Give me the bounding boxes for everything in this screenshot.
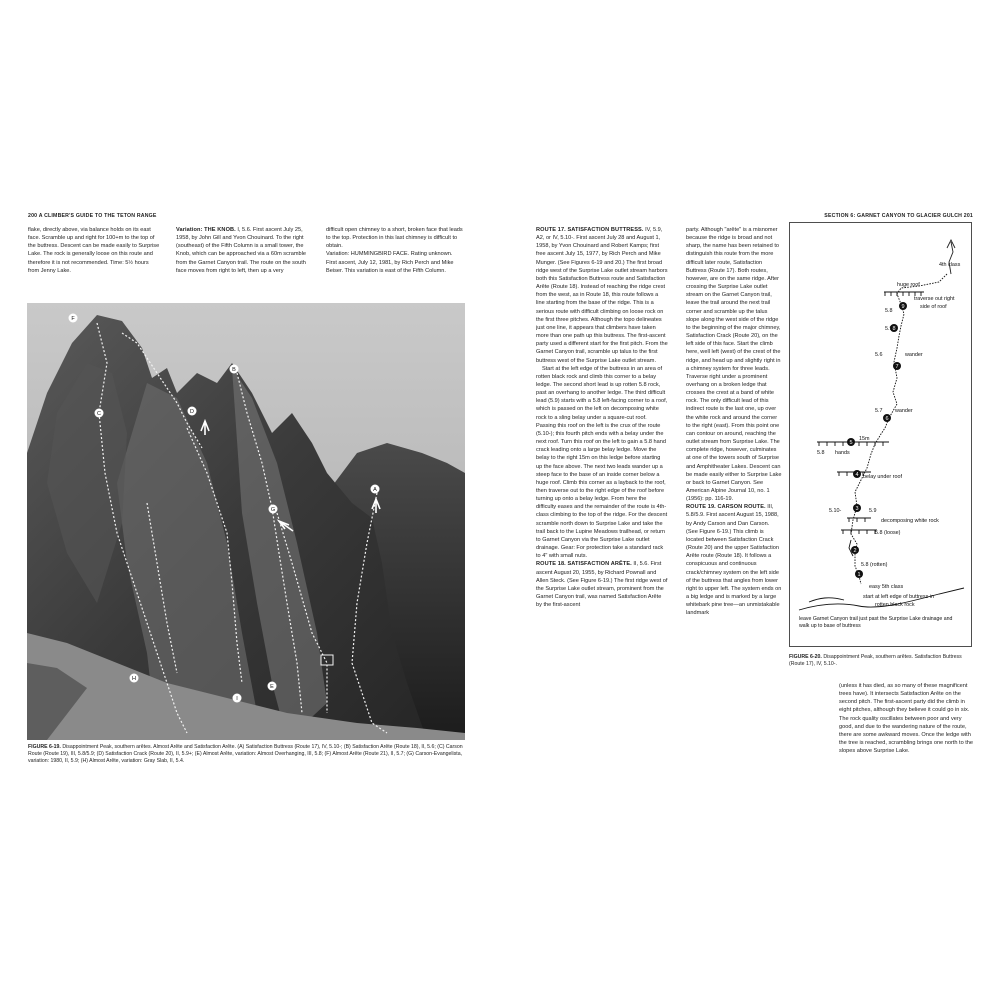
topo-drawing bbox=[789, 222, 972, 647]
peak-photo-drawing bbox=[27, 303, 465, 740]
svg-text:4: 4 bbox=[855, 472, 859, 478]
svg-text:wander: wander bbox=[905, 352, 923, 358]
svg-text:belay under roof: belay under roof bbox=[863, 474, 902, 480]
marker-e bbox=[268, 682, 277, 691]
topo-trail-note: leave Garnet Canyon trail just past the Surprise Lake drainage and walk up to base of buttress bbox=[799, 616, 953, 629]
svg-text:E: E bbox=[270, 684, 274, 690]
svg-text:5.8 (rotten): 5.8 (rotten) bbox=[861, 562, 888, 568]
svg-text:D: D bbox=[190, 409, 194, 415]
right-text-column-1 bbox=[536, 226, 668, 808]
marker-f bbox=[69, 314, 78, 323]
figure-6-19-label: FIGURE 6-19. bbox=[28, 744, 61, 750]
right-text-column-2 bbox=[686, 226, 782, 808]
svg-text:side of roof: side of roof bbox=[920, 304, 947, 310]
svg-text:start at left edge of buttress: start at left edge of buttress in bbox=[863, 594, 935, 600]
svg-text:4th class: 4th class bbox=[939, 262, 961, 268]
svg-text:huge roof: huge roof bbox=[897, 282, 920, 288]
route-18-text-cont: party. Although "arête" is a misnomer because the ridge is broad and not sharp, the name has been retained to distinguish this route from the more difficult later route, Satisfaction Buttress (Route 17). Both routes, however, are on the same ridge. After crossing the Surprise Lake outlet stream on the Garnet Canyon trail, leave the trail around the next trail corner and scramble up the talus slope along the west side of the ridge to the beginning of the major chimney, Satisfaction Crack (Route 20), on the left side of this face. Start the climb here, well left (west) of the crest of the ridge, and head up and slightly right in a chimney system for three leads. Traverse right under a prominent overhang on a broken ledge that crosses the crest at a band of white rock. The only difficult lead of this indirect route is the last one, up over the white rock and around the corner to the right (east). From this point one can contour on around, reaching the outlet stream from Surprise Lake. The complete ridge, however, culminates at one of the towers south of Surprise and Amphitheater Lakes. Descent can be made easily either to Surprise Lake or back to Garnet Canyon. See American Alpine Journal 10, no. 1 (1956): pp. 116-19. bbox=[686, 227, 782, 503]
left-text-column-3 bbox=[326, 226, 464, 296]
svg-text:15m: 15m bbox=[859, 436, 870, 442]
svg-text:3: 3 bbox=[855, 506, 859, 512]
svg-text:traverse out right: traverse out right bbox=[914, 296, 955, 302]
pitch-5 bbox=[847, 438, 855, 446]
svg-text:5.6: 5.6 bbox=[875, 352, 883, 358]
svg-text:5.8: 5.8 bbox=[817, 450, 825, 456]
left-running-head: 200 A CLIMBER'S GUIDE TO THE TETON RANGE bbox=[28, 213, 157, 219]
pitch-7 bbox=[893, 362, 901, 370]
svg-text:A: A bbox=[373, 487, 377, 493]
svg-text:F: F bbox=[71, 316, 75, 322]
disappointment-peak-photo bbox=[27, 303, 465, 740]
left-text-column-1 bbox=[28, 226, 161, 296]
svg-text:2: 2 bbox=[853, 548, 857, 554]
left-col2-text: Variation: THE KNOB. I, 5.6. First ascent July 25, 1958, by John Gill and Yvon Chouinard. To the right (southeast) of the Fifth Column is a small tower, the Knob, which can be approached via a 60m scramble from the Garnet Canyon trail. The route on the south face moves from right to left, then up a very bbox=[176, 227, 306, 274]
marker-i bbox=[233, 694, 242, 703]
figure-6-19-text: Disappointment Peak, southern arêtes. Almost Arête and Satisfaction Arête. (A) Satisfaction Buttress (Route 17), IV, 5.10-; (B) Satisfaction Arête (Route 18), II, 5.6; (C) Carson Route (Route 19), III, 5.8/5.9; (D) Satisfaction Crack (Route 20), II, 5.9+; (E) Almost Arête, variation: Almost Overhanging, III, 5.8; (F) Almost Arête (Route 21), II, 5.7; (G) Carson-Evangelista, variation: 1980, II, 5.9; (H) Almost Arête, variation: Gray Slab, II, 5.4. bbox=[28, 744, 463, 764]
route-19-text-cont: (unless it has died, as so many of these magnificent trees have). It intersects Satisfaction Arête on the second pitch. The first-ascent party did the climb in eight pitches, although they believe it could go in six. The rock quality oscillates between poor and very good, and due to the wandering nature of the route, there are some awkward moves. Once the ledge with the tree is reached, scrambling brings one north to the slopes above Surprise Lake. bbox=[839, 683, 973, 755]
pitch-1 bbox=[855, 570, 863, 578]
svg-text:wander: wander bbox=[895, 408, 913, 414]
svg-text:easy 5th class: easy 5th class bbox=[869, 584, 904, 590]
svg-text:6: 6 bbox=[885, 416, 889, 422]
svg-text:8: 8 bbox=[892, 326, 896, 332]
right-text-column-3 bbox=[839, 682, 973, 808]
figure-6-20-caption bbox=[789, 654, 973, 668]
route-19-text: ROUTE 19. CARSON ROUTE. III, 5.8/5.9. First ascent August 15, 1988, by Andy Carson and Dan Carson. (See Figure 6-19.) This climb is located between Satisfaction Crack (Route 20) and the upper Satisfaction Arête route (Route 18). It follows a conspicuous and continuous crack/chimney system on the left side of the buttress that angles from lower right to upper left. The system ends on a big ledge and is marked by a large whitebark pine tree—an unmistakable landmark bbox=[686, 504, 782, 617]
svg-text:hands: hands bbox=[835, 450, 850, 456]
svg-text:7: 7 bbox=[895, 364, 899, 370]
svg-text:I: I bbox=[236, 696, 238, 702]
svg-text:1: 1 bbox=[857, 572, 861, 578]
pitch-6 bbox=[883, 414, 891, 422]
svg-text:5.7: 5.7 bbox=[875, 408, 883, 414]
svg-text:5.8 (loose): 5.8 (loose) bbox=[875, 530, 901, 536]
right-running-head: SECTION 6: GARNET CANYON TO GLACIER GULCH 201 bbox=[824, 213, 973, 219]
pitch-2 bbox=[851, 546, 859, 554]
svg-text:9: 9 bbox=[901, 304, 905, 310]
figure-6-19-caption bbox=[28, 744, 468, 765]
svg-text:B: B bbox=[232, 367, 236, 373]
marker-d bbox=[188, 407, 197, 416]
left-col3-text: difficult open chimney to a short, broken face that leads to the top. Protection in this last chimney is difficult to obtain. Variation: HUMMINGBIRD FACE. Rating unknown. First ascent, July 12, 1981, by Rich Perch and Mike Beiser. This variation is east of the Fifth Column. bbox=[326, 227, 463, 274]
pitch-4 bbox=[853, 470, 861, 478]
figure-6-20-text: Disappointment Peak, southern arêtes. Satisfaction Buttress (Route 17), IV, 5.10-. bbox=[789, 654, 962, 667]
svg-text:5.10-: 5.10- bbox=[829, 508, 842, 514]
left-col1-text: flake, directly above, via balance holds on its east face. Scramble up and right for 100+m to the top of the buttress. Descent can be made easily to Surprise Lake. The rock is generally loose on this route and therefore it is not recommended. Time: 5½ hours from Jenny Lake. bbox=[28, 227, 160, 274]
marker-b bbox=[230, 365, 239, 374]
marker-h bbox=[130, 674, 139, 683]
svg-text:H: H bbox=[132, 676, 136, 682]
left-text-column-2 bbox=[176, 226, 309, 296]
route-17-text-2: Start at the left edge of the buttress in an area of rotten black rock and climb this corner to a belay ledge. The second short lead is up rotten 5.8 rock, past an overhang to another ledge. The third difficult lead (5.9) starts with a 5.8 left-facing corner to a roof, which is passed on the left on decomposing white rock to a sling belay under a square-cut roof. Passing this roof on the left is the crux of the route (5.10-); this fourth pitch ends with a belay under the next roof. Turn this roof on the left to gain a 5.8 hand crack leading onto a large belay ledge. Move the belay to the right 15m on this ledge before starting up the face above. The next two leads wander up a steep face to the base of an inside corner below a huge roof. Climb this corner as a layback to the roof, then traverse out to the right edge of the roof before turning up onto a belay ledge. From here the difficulty eases and the remainder of the route is 4th-class climbing to the top of the ridge. For the descent scramble north down to Surprise Lake and take the trail back to the Lupine Meadows trailhead, or return to Garnet Canyon via the Surprise Lake outlet drainage. Gear: For protection take a standard rack to 4" with small nuts. bbox=[536, 365, 668, 560]
svg-text:rotten black rock: rotten black rock bbox=[875, 602, 915, 608]
route-17-text: ROUTE 17. SATISFACTION BUTTRESS. IV, 5.9, A2, or IV, 5.10-. First ascent July 28 and August 1, 1958, by Yvon Chouinard and Robert Kamps; first free ascent July 15, 1977, by Rich Perch and Mike Munger. (See Figures 6-19 and 20.) The first broad ridge west of the Surprise Lake outlet stream harbors both this Satisfaction Buttress route and Satisfaction Arête (Route 18). Instead of reaching the ridge crest from the west, as in Route 18, this route follows a line starting from the base of the ridge. This is a serious route with difficult climbing on loose rock on the first three pitches. Although the topo delineates just one line, it appears that climbers have taken more than one path up this buttress. The first-ascent party used a different start for the first pitch. From the Garnet Canyon trail, scramble up talus to the first buttress west of the Surprise Lake outlet stream. bbox=[536, 227, 668, 364]
marker-a bbox=[371, 485, 380, 494]
pitch-3 bbox=[853, 504, 861, 512]
svg-text:5: 5 bbox=[849, 440, 853, 446]
pitch-9 bbox=[899, 302, 907, 310]
marker-g bbox=[269, 505, 278, 514]
svg-text:G: G bbox=[270, 507, 276, 513]
figure-6-20-label: FIGURE 6-20. bbox=[789, 654, 822, 660]
svg-text:decomposing white rock: decomposing white rock bbox=[881, 518, 939, 524]
svg-text:5.9: 5.9 bbox=[869, 508, 877, 514]
svg-text:5.8: 5.8 bbox=[885, 308, 893, 314]
svg-text:C: C bbox=[97, 411, 101, 417]
route-18-text: ROUTE 18. SATISFACTION ARÊTE. II, 5.6. First ascent August 20, 1955, by Richard Pownall and Allen Steck. (See Figure 6-19.) The first ridge west of the Surprise Lake outlet stream, prominent from the Garnet Canyon trail, was named Satisfaction Arête by the first-ascent bbox=[536, 561, 668, 609]
satisfaction-buttress-topo bbox=[789, 222, 972, 647]
svg-text:5.9: 5.9 bbox=[885, 326, 893, 332]
marker-c bbox=[95, 409, 104, 418]
